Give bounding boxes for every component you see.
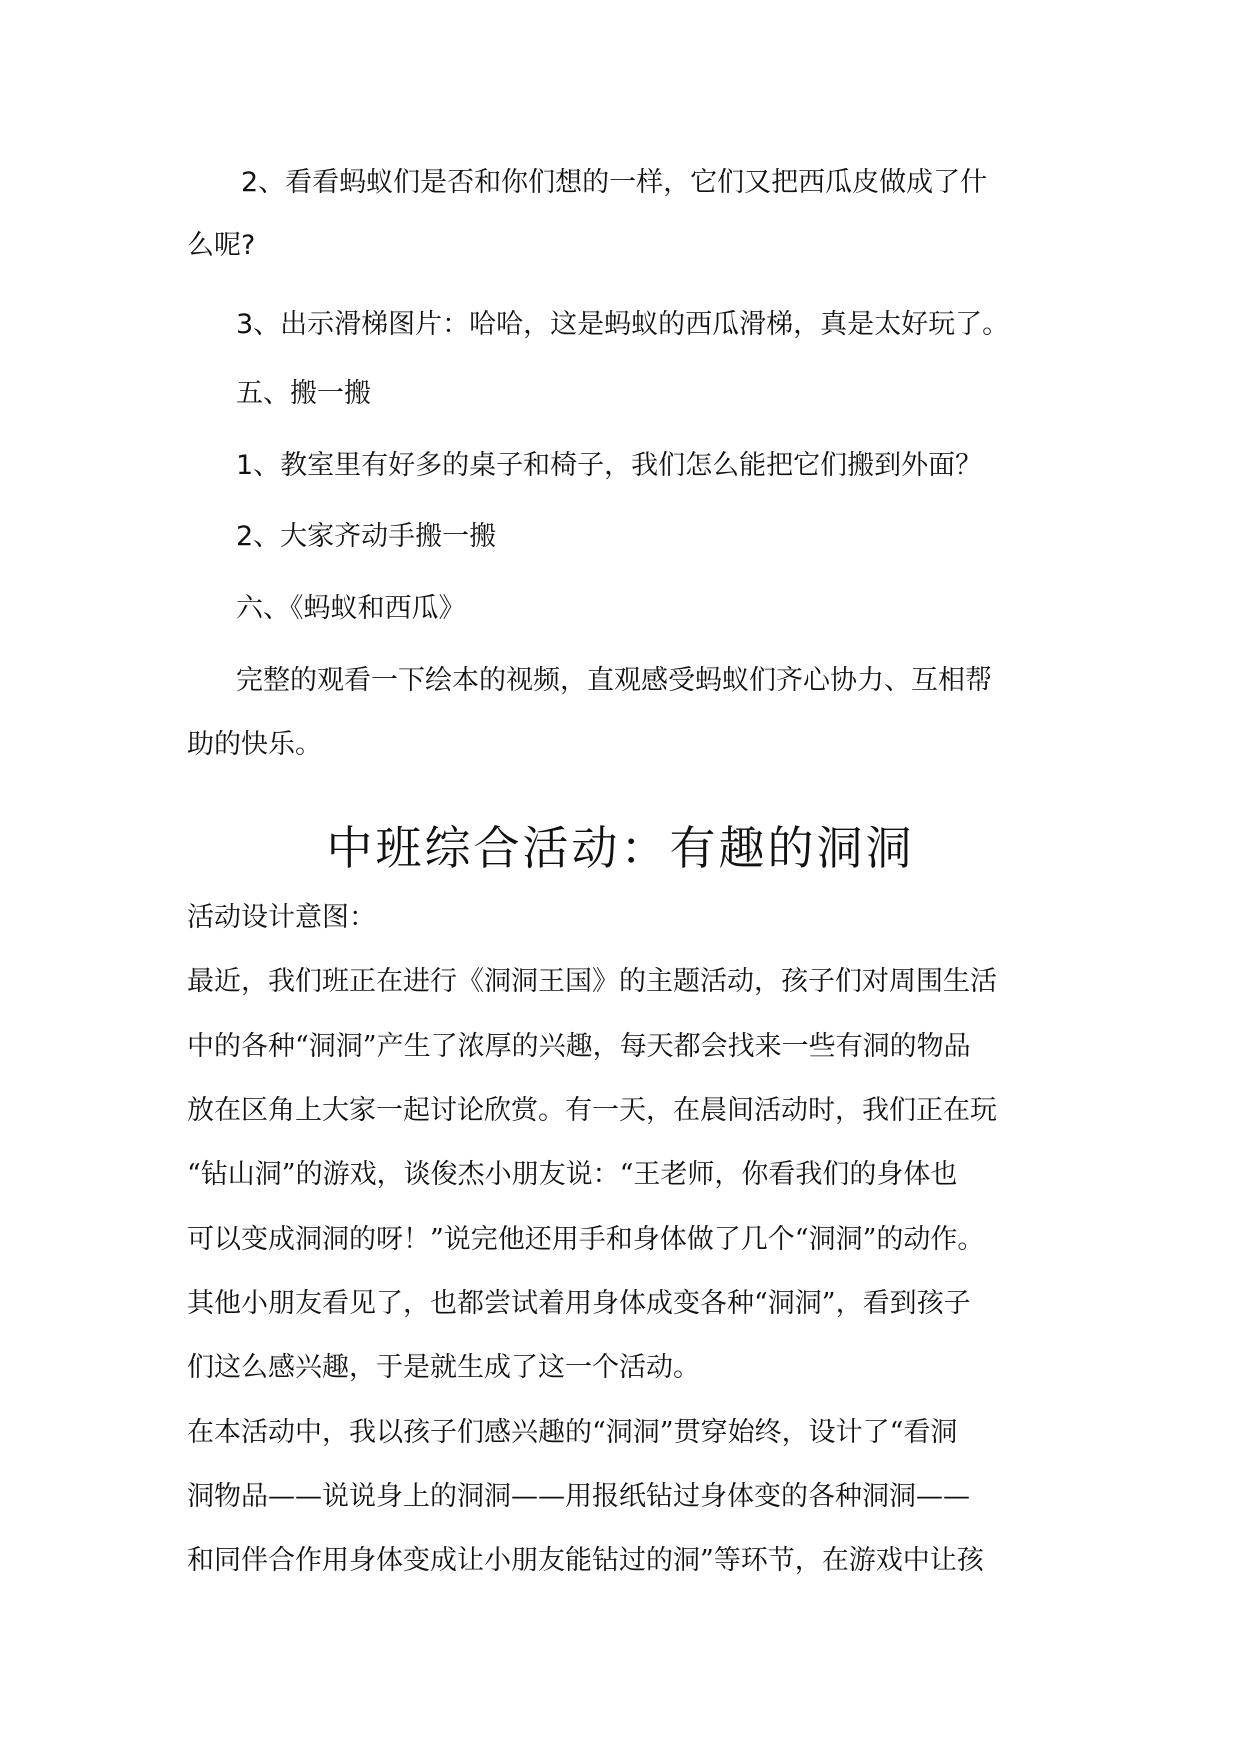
- paragraph-line: 助的快乐。: [187, 729, 322, 760]
- paragraph-line: 中的各种“洞洞”产生了浓厚的兴趣，每天都会找来一些有洞的物品: [187, 1031, 971, 1062]
- paragraph-line: 2、大家齐动手搬一搬: [236, 521, 497, 552]
- paragraph-line: 洞物品——说说身上的洞洞——用报纸钻过身体变的各种洞洞——: [187, 1481, 970, 1512]
- paragraph-line: 3、出示滑梯图片：哈哈，这是蚂蚁的西瓜滑梯，真是太好玩了。: [236, 309, 1010, 340]
- paragraph-line: 么呢?: [187, 230, 256, 261]
- paragraph-line: 和同伴合作用身体变成让小朋友能钻过的洞”等环节，在游戏中让孩: [187, 1545, 984, 1576]
- subheading: 活动设计意图：: [187, 902, 376, 933]
- article-title: 中班综合活动：有趣的洞洞: [326, 821, 915, 875]
- section-heading: 六、《蚂蚁和西瓜》: [236, 593, 466, 624]
- paragraph-line: 放在区角上大家一起讨论欣赏。有一天，在晨间活动时，我们正在玩: [187, 1095, 997, 1126]
- section-heading: 五、搬一搬: [236, 378, 371, 409]
- paragraph-line: 完整的观看一下绘本的视频，直观感受蚂蚁们齐心协力、互相帮: [236, 665, 992, 696]
- paragraph-line: 可以变成洞洞的呀！”说完他还用手和身体做了几个“洞洞”的动作。: [187, 1224, 985, 1255]
- paragraph-line: 2、看看蚂蚁们是否和你们想的一样，它们又把西瓜皮做成了什: [241, 167, 988, 198]
- paragraph-line: 在本活动中，我以孩子们感兴趣的“洞洞”贯穿始终，设计了“看洞: [187, 1417, 958, 1448]
- paragraph-line: “钻山洞”的游戏，谈俊杰小朋友说：“王老师，你看我们的身体也: [187, 1159, 958, 1190]
- paragraph-line: 们这么感兴趣，于是就生成了这一个活动。: [187, 1352, 700, 1383]
- paragraph-line: 其他小朋友看见了，也都尝试着用身体成变各种“洞洞”，看到孩子: [187, 1288, 971, 1319]
- paragraph-line: 最近，我们班正在进行《洞洞王国》的主题活动，孩子们对周围生活: [187, 966, 997, 997]
- paragraph-line: 1、教室里有好多的桌子和椅子，我们怎么能把它们搬到外面？: [236, 450, 983, 481]
